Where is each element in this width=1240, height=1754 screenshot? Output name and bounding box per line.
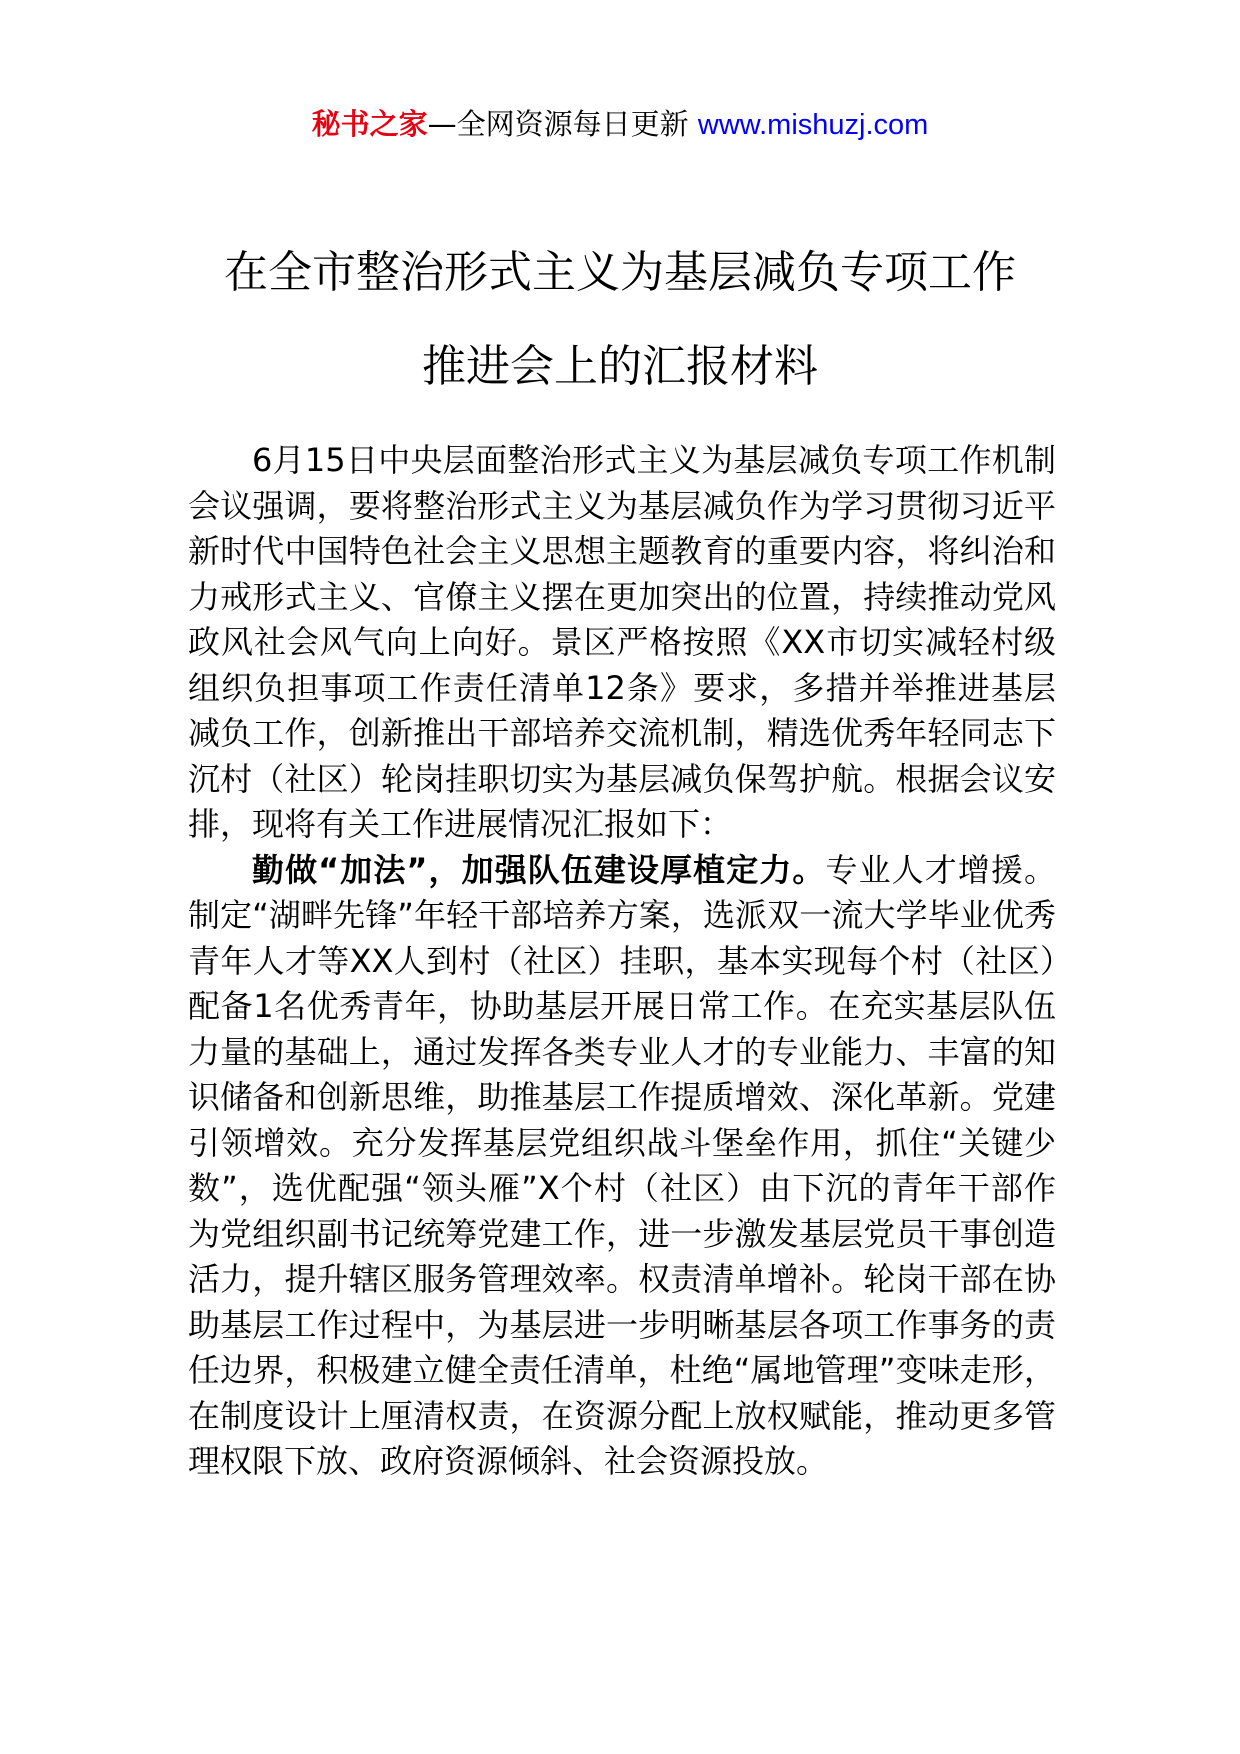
document-body [188, 438, 1056, 1485]
title-line-1: 在全市整治形式主义为基层减负专项工作 [224, 247, 1016, 298]
paragraph-section-1 [188, 848, 1056, 1485]
brand-name: 秘书之家 [311, 107, 428, 141]
document-title [120, 226, 1120, 414]
section-1-text: 专业人才增援。制定“湖畔先锋”年轻干部培养方案，选派双一流大学毕业优秀青年人才等XX人到村（社区）挂职，基本实现每个村（社区）配备1名优秀青年，协助基层开展日常工作。在充实基层队伍力量的基础上，通过发挥各类专业人才的专业能力、丰富的知识储备和创新思维，助推基层工作提质增效、深化革新。党建引领增效。充分发挥基层党组织战斗堡垒作用，抓住“关键少数”，选优配强“领头雁”X个村（社区）由下沉的青年干部作为党组织副书记统筹党建工作，进一步激发基层党员干事创造活力，提升辖区服务管理效率。权责清单增补。轮岗干部在协助基层工作过程中，为基层进一步明晰基层各项工作事务的责任边界，积极建立健全责任清单，杜绝“属地管理”变味走形，在制度设计上厘清权责，在资源分配上放权赋能，推动更多管理权限下放、政府资源倾斜、社会资源投放。 [188, 850, 1056, 1480]
site-url-link[interactable]: www.mishuzj.com [697, 109, 929, 141]
page-header [0, 98, 1240, 151]
paragraph-intro: 6月15日中央层面整治形式主义为基层减负专项工作机制会议强调，要将整治形式主义为基层减负作为学习贯彻习近平新时代中国特色社会主义思想主题教育的重要内容，将纠治和力戒形式主义、官僚主义摆在更加突出的位置，持续推动党风政风社会风气向上向好。景区严格按照《XX市切实减轻村级组织负担事项工作责任清单12条》要求，多措并举推进基层减负工作，创新推出干部培养交流机制，精选优秀年轻同志下沉村（社区）轮岗挂职切实为基层减负保驾护航。根据会议安排，现将有关工作进展情况汇报如下： [188, 441, 1056, 843]
header-slogan: —全网资源每日更新 [427, 107, 698, 141]
section-1-heading: 勤做“加法”，加强队伍建设厚植定力。 [252, 850, 826, 889]
title-line-2: 推进会上的汇报材料 [422, 341, 818, 392]
